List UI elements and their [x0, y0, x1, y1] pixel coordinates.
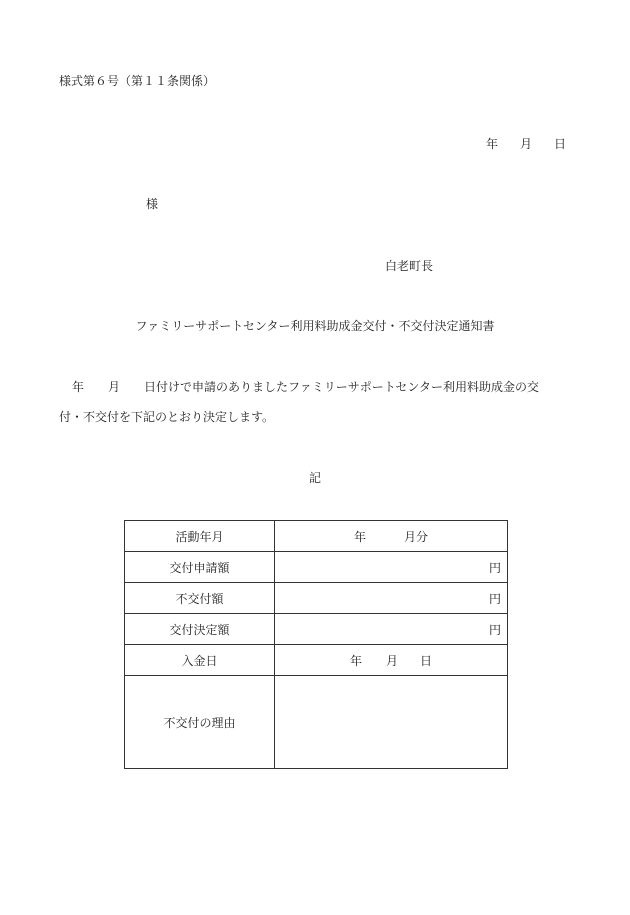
date-year: 年 [486, 137, 499, 151]
applied-amount-unit: 円 [275, 552, 508, 583]
activity-month-text: 月分 [404, 529, 429, 544]
table-row [125, 645, 508, 676]
activity-month-label: 活動年月 [125, 521, 275, 552]
rejected-amount-unit: 円 [275, 583, 508, 614]
date-line [486, 135, 566, 152]
payment-day-text: 日 [420, 653, 433, 668]
payment-year-text: 年 [349, 653, 362, 668]
table-row [125, 583, 508, 614]
recipient-suffix: 様 [146, 197, 159, 211]
body-line-1 [72, 378, 539, 395]
table-row [125, 521, 508, 552]
body-year: 年 [72, 380, 85, 394]
date-month: 月 [520, 137, 533, 151]
activity-month-value [275, 521, 508, 552]
payment-date-label: 入金日 [125, 645, 275, 676]
activity-year-text: 年 [353, 529, 366, 544]
decided-amount-label: 交付決定額 [125, 614, 275, 645]
form-number: 様式第６号（第１１条関係） [59, 74, 216, 88]
document-title: ファミリーサポートセンター利用料助成金交付・不交付決定通知書 [135, 319, 495, 333]
rejection-reason-value [275, 676, 508, 769]
record-mark: 記 [308, 471, 321, 485]
body-line-1-text: 日付けで申請のありましたファミリーサポートセンター利用料助成金の交 [144, 380, 539, 394]
rejected-amount-label: 不交付額 [125, 583, 275, 614]
date-day: 日 [554, 137, 567, 151]
table-row [125, 614, 508, 645]
applied-amount-label: 交付申請額 [125, 552, 275, 583]
table-row [125, 676, 508, 769]
payment-date-value [275, 645, 508, 676]
table-row [125, 552, 508, 583]
body-month: 月 [108, 380, 121, 394]
issuer-name: 白老町長 [385, 259, 434, 273]
body-line-2: 付・不交付を下記のとおり決定します。 [59, 410, 275, 424]
rejection-reason-label: 不交付の理由 [125, 676, 275, 769]
details-table [124, 520, 508, 769]
decided-amount-unit: 円 [275, 614, 508, 645]
payment-month-text: 月 [385, 653, 398, 668]
